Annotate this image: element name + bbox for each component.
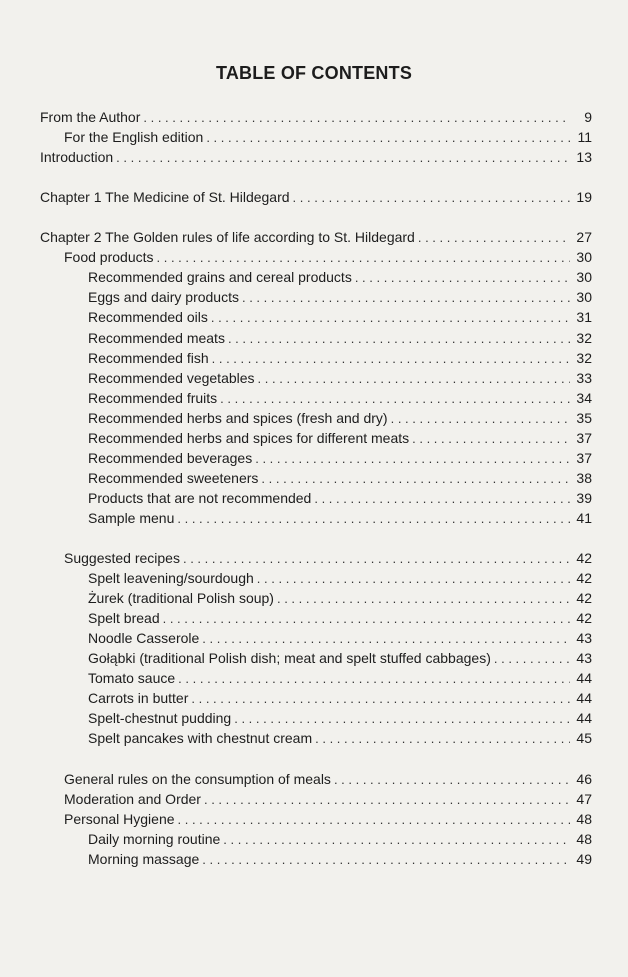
toc-entry-title: Noodle Casserole (88, 630, 200, 647)
dot-leader (206, 128, 570, 147)
toc-entry-title: Food products (64, 249, 154, 266)
toc-entry-title: Recommended vegetables (88, 369, 255, 386)
toc-entry-title: Carrots in butter (88, 690, 189, 707)
toc-entry-title: Spelt leavening/sourdough (88, 570, 254, 587)
toc-entry (40, 468, 592, 488)
toc-entry (40, 688, 592, 708)
toc-entry (40, 648, 592, 668)
dot-leader (183, 549, 570, 568)
toc-entry-title: Suggested recipes (64, 550, 180, 567)
toc-entry-page: 32 (576, 349, 592, 366)
toc-entry-page: 45 (576, 730, 592, 747)
toc-entry (40, 728, 592, 748)
toc-entry-title: Recommended oils (88, 309, 208, 326)
toc-entry-title: For the English edition (64, 129, 204, 146)
toc-entry-title: Products that are not recommended (88, 489, 312, 506)
toc-entry-title: Recommended sweeteners (88, 469, 259, 486)
toc-entry-title: Chapter 1 The Medicine of St. Hildegard (40, 189, 290, 206)
toc-entry (40, 568, 592, 588)
dot-leader (391, 409, 570, 428)
toc-entry (40, 668, 592, 688)
dot-leader (116, 148, 570, 167)
section-gap (40, 749, 592, 769)
dot-leader (202, 850, 570, 869)
toc-entry (40, 809, 592, 829)
toc-entry-page: 43 (576, 630, 592, 647)
toc-entry-page: 31 (576, 309, 592, 326)
toc-entry (40, 127, 592, 147)
toc-entry-title: Recommended fish (88, 349, 209, 366)
toc-entry (40, 227, 592, 247)
dot-leader (202, 629, 570, 648)
toc-entry-page: 42 (576, 570, 592, 587)
toc-entry-page: 44 (576, 690, 592, 707)
dot-leader (211, 308, 570, 327)
toc-entry-title: General rules on the consumption of meals (64, 770, 331, 787)
toc-entry-page: 19 (576, 189, 592, 206)
toc-entry (40, 328, 592, 348)
toc-entry-title: Spelt-chestnut pudding (88, 710, 232, 727)
toc-entry-title: Tomato sauce (88, 670, 176, 687)
toc-entry-title: Żurek (traditional Polish soup) (88, 590, 274, 607)
toc-entry-page: 34 (576, 389, 592, 406)
toc-entry (40, 287, 592, 307)
dot-leader (494, 649, 570, 668)
dot-leader (228, 329, 570, 348)
toc-entry-page: 32 (576, 329, 592, 346)
toc-entry (40, 147, 592, 167)
toc-entry-title: Eggs and dairy products (88, 289, 239, 306)
toc-entry-page: 30 (576, 249, 592, 266)
toc-entry-title: Chapter 2 The Golden rules of life according to St. Hildegard (40, 229, 415, 246)
toc-entry-title: Gołąbki (traditional Polish dish; meat and spelt stuffed cabbages) (88, 650, 491, 667)
section-gap (40, 167, 592, 187)
toc-entry-page: 47 (576, 790, 592, 807)
toc-entry (40, 628, 592, 648)
toc-entry (40, 588, 592, 608)
toc-entry-page: 27 (576, 229, 592, 246)
toc-entry-title: Recommended meats (88, 329, 225, 346)
toc-entry (40, 769, 592, 789)
dot-leader (178, 810, 570, 829)
toc-entry-page: 41 (576, 509, 592, 526)
dot-leader (261, 469, 570, 488)
dot-leader (177, 509, 570, 528)
dot-leader (143, 108, 570, 127)
toc-entry-page: 48 (576, 830, 592, 847)
toc-entry-page: 9 (584, 109, 592, 125)
toc-entry-title: Recommended herbs and spices for different meats (88, 429, 410, 446)
toc-entry-page: 30 (576, 289, 592, 306)
dot-leader (315, 729, 570, 748)
toc-entry (40, 187, 592, 207)
dot-leader (163, 609, 570, 628)
toc-entry (40, 388, 592, 408)
dot-leader (178, 669, 570, 688)
toc-entry (40, 508, 592, 528)
toc-entry-title: Morning massage (88, 850, 200, 867)
toc-entry-title: Daily morning routine (88, 830, 221, 847)
toc-entry-page: 43 (576, 650, 592, 667)
toc-entry-page: 49 (576, 850, 592, 867)
toc-entry (40, 267, 592, 287)
toc-entry-title: Recommended fruits (88, 389, 218, 406)
toc-entry (40, 107, 592, 127)
dot-leader (418, 228, 570, 247)
dot-leader (157, 248, 571, 267)
dot-leader (223, 830, 570, 849)
toc-entry-page: 11 (577, 129, 592, 146)
dot-leader (293, 188, 570, 207)
toc-entry (40, 408, 592, 428)
toc-entry-page: 39 (576, 489, 592, 506)
dot-leader (355, 268, 570, 287)
section-gap (40, 207, 592, 227)
dot-leader (204, 790, 570, 809)
toc-entry-page: 42 (576, 610, 592, 627)
toc-entry-page: 48 (576, 810, 592, 827)
toc-entry-title: Spelt pancakes with chestnut cream (88, 730, 313, 747)
toc-entry-page: 44 (576, 710, 592, 727)
dot-leader (334, 770, 570, 789)
toc-entry (40, 307, 592, 327)
dot-leader (191, 689, 570, 708)
toc-entry (40, 488, 592, 508)
dot-leader (255, 449, 570, 468)
toc-entry-page: 44 (576, 670, 592, 687)
dot-leader (242, 288, 570, 307)
section-gap (40, 528, 592, 548)
toc-entry (40, 368, 592, 388)
toc-entry-page: 37 (576, 429, 592, 446)
toc-entry-page: 38 (576, 469, 592, 486)
dot-leader (314, 489, 570, 508)
toc-entry (40, 708, 592, 728)
toc-entry (40, 428, 592, 448)
dot-leader (277, 589, 570, 608)
toc-heading: TABLE OF CONTENTS (215, 63, 413, 83)
toc-entry-page: 42 (576, 590, 592, 607)
toc-entry (40, 608, 592, 628)
toc-entry-page: 35 (576, 409, 592, 426)
toc-entry-title: Recommended grains and cereal products (88, 269, 352, 286)
toc-entry-page: 42 (576, 550, 592, 567)
dot-leader (212, 349, 570, 368)
toc-entry (40, 448, 592, 468)
toc-entry-title: Personal Hygiene (64, 810, 175, 827)
toc-entry-page: 13 (576, 149, 592, 166)
toc-entry-title: From the Author (40, 109, 141, 125)
dot-leader (258, 369, 570, 388)
toc-entry (40, 247, 592, 267)
toc-entry (40, 789, 592, 809)
dot-leader (234, 709, 570, 728)
toc-entry-title: Recommended beverages (88, 449, 253, 466)
toc-entry-page: 46 (576, 770, 592, 787)
toc-entry-title: Recommended herbs and spices (fresh and dry) (88, 409, 388, 426)
toc-entry (40, 548, 592, 568)
dot-leader (412, 429, 570, 448)
toc-entry-page: 33 (576, 369, 592, 386)
toc-entry-title: Spelt bread (88, 610, 160, 627)
toc-entry-title: Sample menu (88, 509, 175, 526)
toc-entry (40, 829, 592, 849)
toc-entry-title: Introduction (40, 149, 114, 166)
toc-entry-title: Moderation and Order (64, 790, 201, 807)
toc-entry (40, 348, 592, 368)
toc-entry-page: 37 (576, 449, 592, 466)
dot-leader (257, 569, 570, 588)
table-of-contents (40, 107, 592, 869)
toc-entry-page: 30 (576, 269, 592, 286)
toc-entry (40, 849, 592, 869)
dot-leader (220, 389, 570, 408)
